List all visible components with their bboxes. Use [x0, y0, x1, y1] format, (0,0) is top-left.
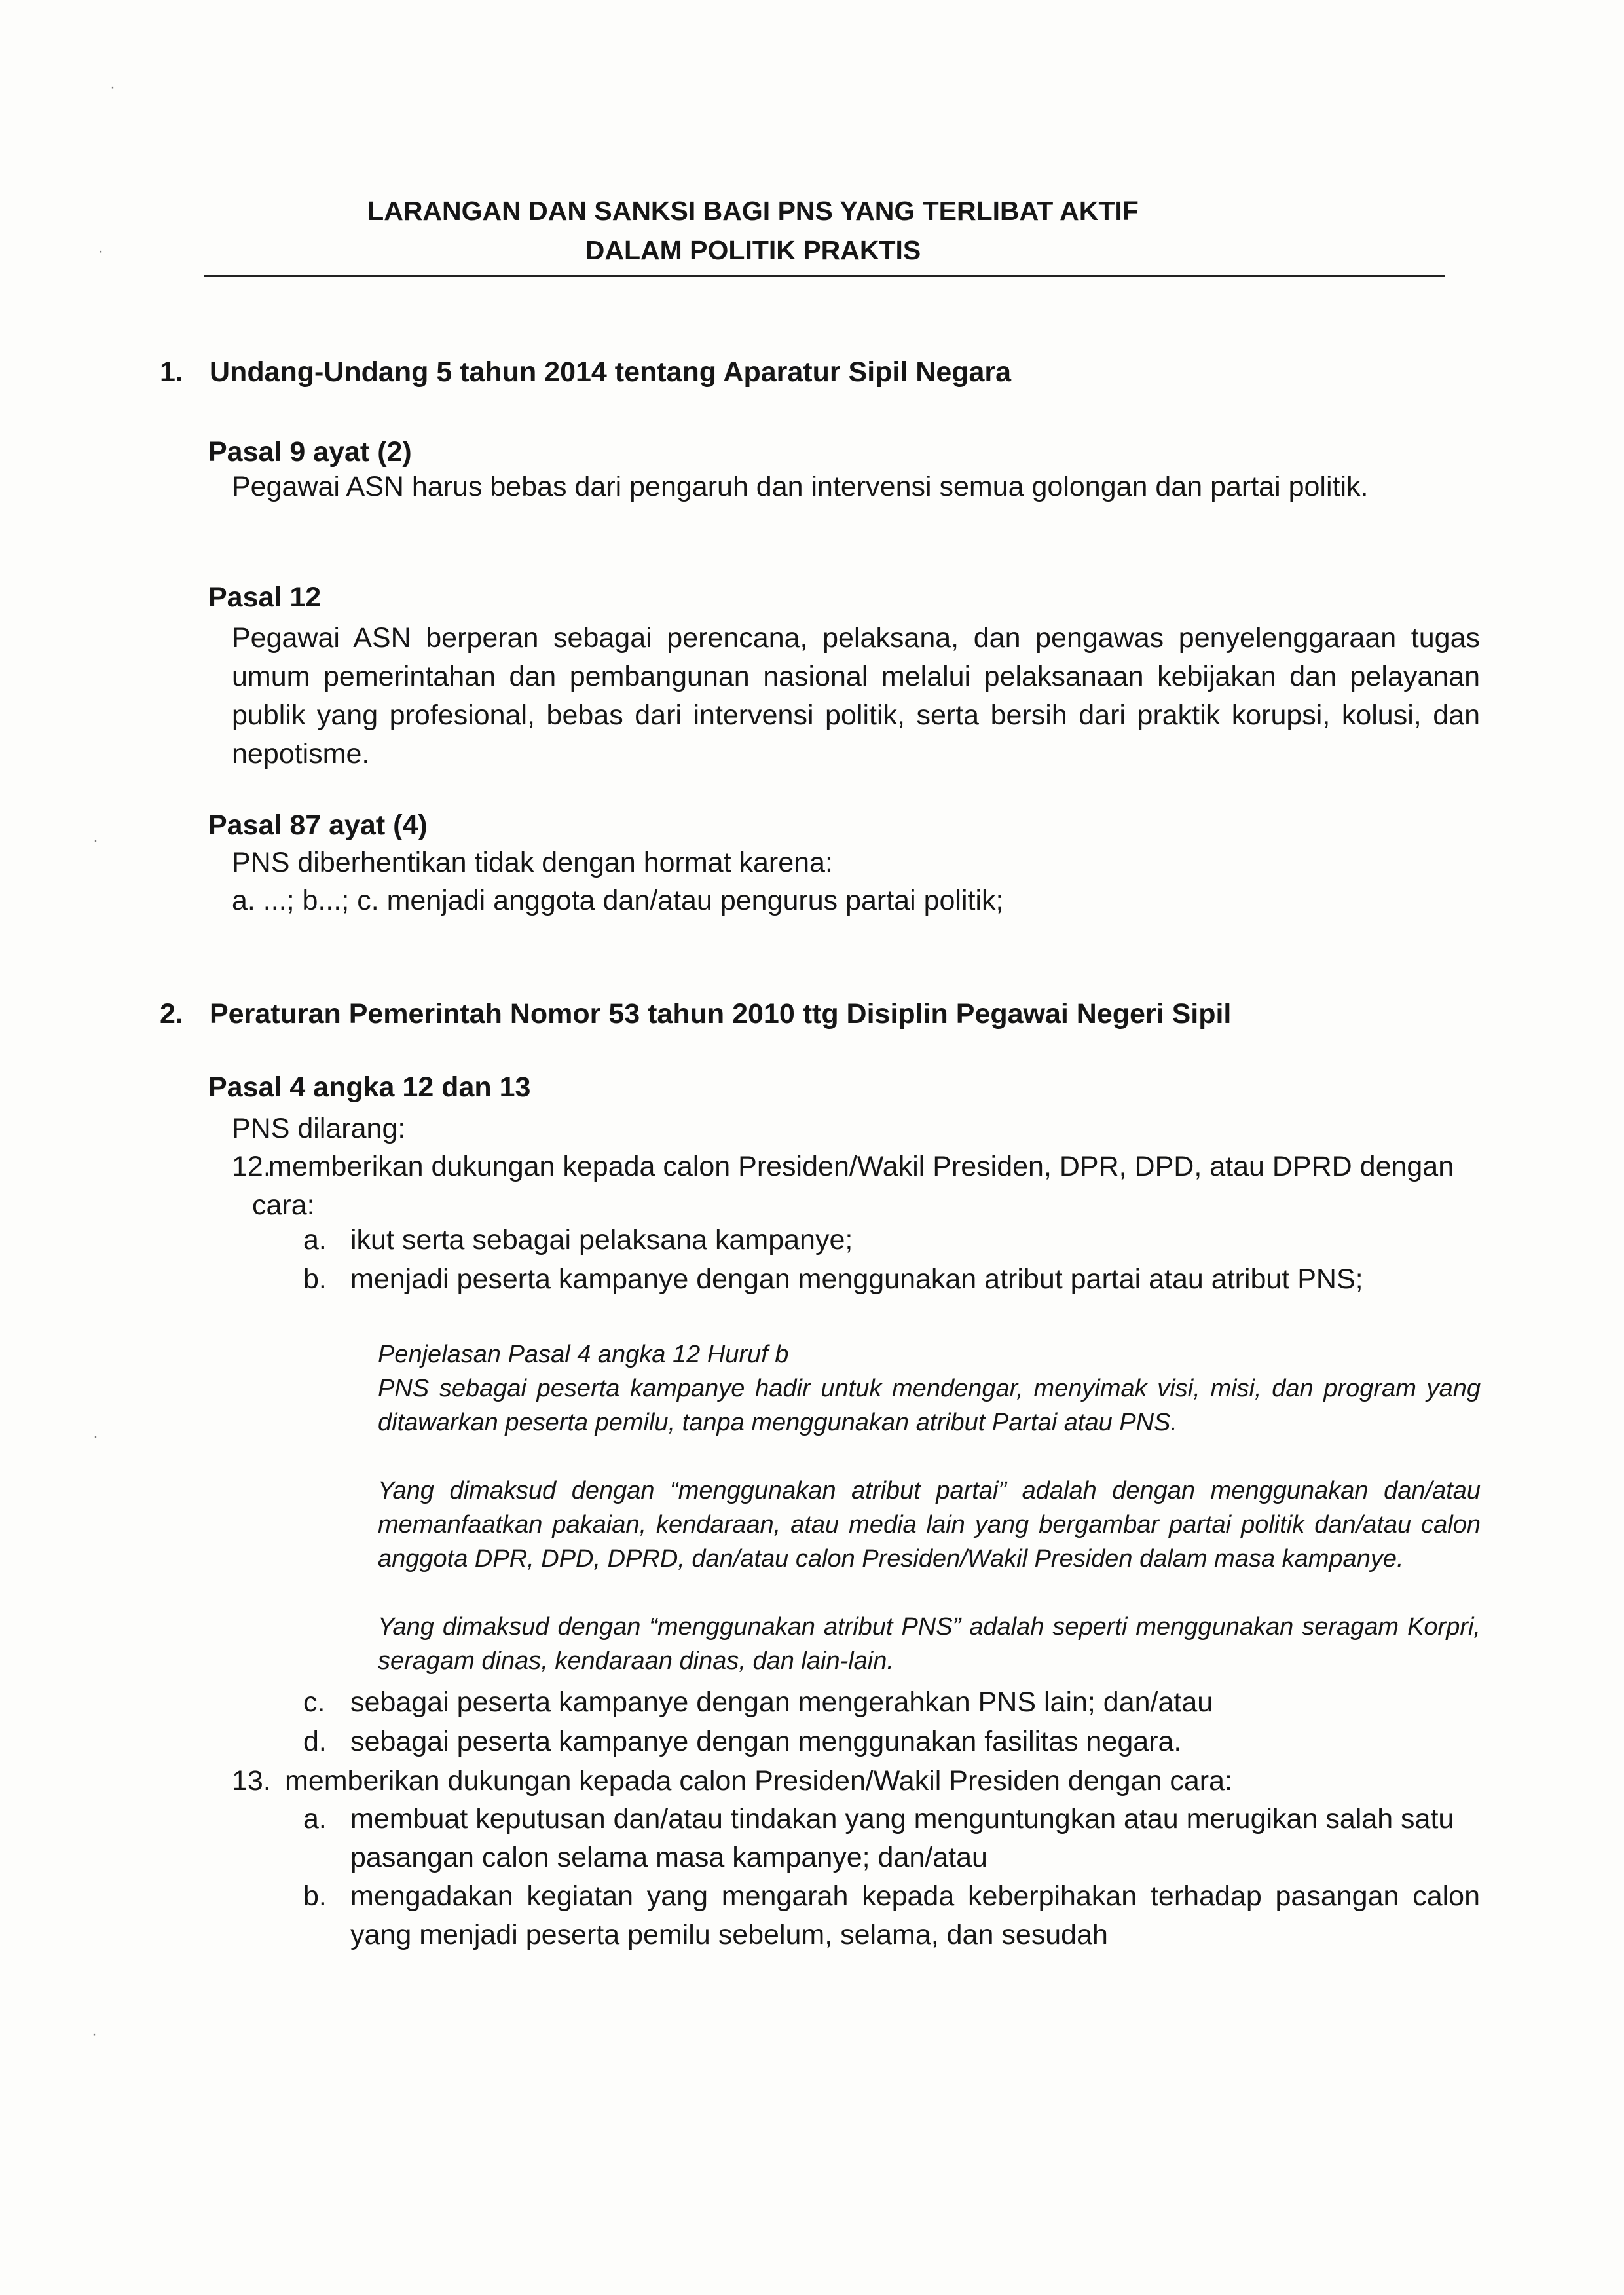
pasal-12-heading: Pasal 12 [208, 582, 322, 613]
scan-mark: · [93, 1428, 98, 1446]
scan-mark: · [93, 832, 98, 849]
item-12b-label: b. [303, 1263, 327, 1295]
pasal-87-text: PNS diberhentikan tidak dengan hormat karena: [232, 847, 833, 878]
item-13-text: memberikan dukungan kepada calon Presiden/Wakil Presiden dengan cara: [285, 1765, 1232, 1797]
pasal-87-items: a. ...; b...; c. menjadi anggota dan/atau pengurus partai politik; [232, 885, 1004, 916]
explanation-paragraph-3: Yang dimaksud dengan “menggunakan atribut PNS” adalah seperti menggunakan seragam Korpri, seragam dinas, kendaraan dinas, dan lain-lain. [378, 1613, 1481, 1675]
pasal-4-heading: Pasal 4 angka 12 dan 13 [208, 1072, 531, 1103]
item-12-text-content: memberikan dukungan kepada calon Presiden/Wakil Presiden, DPR, DPD, atau DPRD dengan cara: [252, 1151, 1454, 1221]
item-12c-text: sebagai peserta kampanye dengan mengerahkan PNS lain; dan/atau [350, 1687, 1213, 1718]
pasal-87-heading: Pasal 87 ayat (4) [208, 810, 428, 841]
item-12a-label: a. [303, 1224, 327, 1256]
item-13b-label: b. [303, 1880, 327, 1912]
pasal-9-heading: Pasal 9 ayat (2) [208, 436, 412, 468]
item-12-number: 12. [232, 1151, 271, 1182]
section-title: Undang-Undang 5 tahun 2014 tentang Aparatur Sipil Negara [210, 356, 1012, 388]
title-line-2: DALAM POLITIK PRAKTIS [585, 235, 921, 265]
pasal-12-text: Pegawai ASN berperan sebagai perencana, pelaksana, dan pengawas penyelenggaraan tugas umum pemerintahan dan pembangunan nasional melalui pelaksanaan kebijakan dan pelayanan publik yang profesional, bebas dari intervensi politik, serta bersih dari praktik korupsi, kolusi, dan nepotisme. [232, 622, 1480, 770]
item-13-number: 13. [232, 1765, 271, 1797]
scan-mark: · [92, 2025, 97, 2043]
item-12a-text: ikut serta sebagai pelaksana kampanye; [350, 1224, 853, 1256]
section-title: Peraturan Pemerintah Nomor 53 tahun 2010 ttg Disiplin Pegawai Negeri Sipil [210, 998, 1232, 1030]
item-13a-text: membuat keputusan dan/atau tindakan yang menguntungkan atau merugikan salah satu pasangan calon selama masa kampanye; dan/atau [350, 1803, 1454, 1873]
section-number: 2. [160, 998, 183, 1030]
item-12c-label: c. [303, 1687, 325, 1718]
explanation-paragraph-2: Yang dimaksud dengan “menggunakan atribut partai” adalah dengan menggunakan dan/atau memanfaatkan pakaian, kendaraan, atau media lain yang bergambar partai politik dan/atau calon anggota DPR, DPD, DPRD, dan/atau calon Presiden/Wakil Presiden dalam masa kampanye. [378, 1477, 1481, 1573]
explanation-paragraph-1: PNS sebagai peserta kampanye hadir untuk mendengar, menyimak visi, misi, dan program yang ditawarkan peserta pemilu, tanpa menggunakan atribut Partai atau PNS. [378, 1375, 1481, 1436]
item-13b-text: mengadakan kegiatan yang mengarah kepada keberpihakan terhadap pasangan calon yang menjadi peserta pemilu sebelum, selama, dan sesudah [350, 1880, 1480, 1950]
section-number: 1. [160, 356, 183, 388]
section-1-heading [160, 352, 1011, 392]
pasal-9-text: Pegawai ASN harus bebas dari pengaruh dan intervensi semua golongan dan partai politik. [232, 471, 1369, 502]
document-title [275, 191, 1231, 270]
item-12b-text: menjadi peserta kampanye dengan menggunakan atribut partai atau atribut PNS; [350, 1263, 1363, 1295]
item-12-text [252, 1148, 1480, 1225]
title-line-1: LARANGAN DAN SANKSI BAGI PNS YANG TERLIBAT AKTIF [367, 196, 1139, 226]
item-13a-label: a. [303, 1803, 327, 1835]
item-12d-text: sebagai peserta kampanye dengan menggunakan fasilitas negara. [350, 1726, 1182, 1757]
scan-mark: · [98, 242, 103, 260]
explanation-heading: Penjelasan Pasal 4 angka 12 Huruf b [378, 1341, 789, 1368]
item-12d-label: d. [303, 1726, 327, 1757]
scan-mark: · [110, 79, 115, 96]
pasal-4-intro: PNS dilarang: [232, 1113, 406, 1144]
title-rule [204, 275, 1445, 277]
section-2-heading [160, 994, 1231, 1034]
